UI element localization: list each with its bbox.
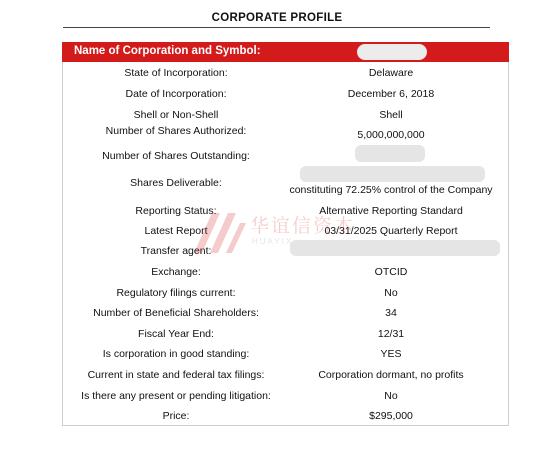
row-value-exchange: OTCID — [374, 266, 408, 278]
watermark-text-cn: 华谊信资本 — [250, 215, 356, 237]
title-divider — [63, 27, 490, 28]
row-value-litigation: No — [384, 390, 398, 402]
row-value-price: $295,000 — [369, 410, 413, 422]
row-value-authorized: 5,000,000,000 — [357, 129, 425, 141]
row-label-standing: Is corporation in good standing: — [102, 348, 250, 360]
row-label-deliverable: Shares Deliverable: — [130, 177, 222, 189]
row-label-authorized: Number of Shares Authorized: — [105, 125, 247, 137]
row-value-deliverable: constituting 72.25% control of the Company — [289, 184, 493, 196]
row-value-standing: YES — [380, 348, 402, 360]
row-value-tax: Corporation dormant, no profits — [318, 369, 464, 381]
row-label-litigation: Is there any present or pending litigation: — [81, 390, 271, 402]
row-label-shell: Shell or Non-Shell — [133, 109, 219, 121]
row-label-tax: Current in state and federal tax filings: — [87, 369, 265, 381]
row-value-latest-report: 03/31/2025 Quarterly Report — [324, 225, 458, 237]
redacted-symbol — [357, 44, 427, 60]
row-label-exchange: Exchange: — [151, 266, 201, 278]
row-label-latest-report: Latest Report — [144, 225, 208, 237]
redacted-transfer-agent — [290, 240, 500, 256]
row-value-state: Delaware — [368, 67, 414, 79]
redacted-deliverable — [300, 166, 485, 182]
row-label-date: Date of Incorporation: — [125, 88, 227, 100]
row-label-reporting: Reporting Status: — [135, 205, 217, 217]
row-value-filings: No — [384, 287, 398, 299]
row-label-filings: Regulatory filings current: — [116, 287, 236, 299]
row-label-outstanding: Number of Shares Outstanding: — [102, 150, 250, 162]
row-value-shell: Shell — [379, 109, 403, 121]
page-title: CORPORATE PROFILE — [211, 12, 343, 24]
row-value-date: December 6, 2018 — [347, 88, 435, 100]
row-label-state: State of Incorporation: — [124, 67, 228, 79]
row-label-transfer-agent: Transfer agent: — [140, 245, 212, 257]
row-label-price: Price: — [162, 410, 190, 422]
profile-header — [62, 42, 509, 62]
row-value-fiscal-year: 12/31 — [377, 328, 405, 340]
row-value-reporting: Alternative Reporting Standard — [319, 205, 463, 217]
row-label-shareholders: Number of Beneficial Shareholders: — [93, 307, 259, 319]
redacted-outstanding — [355, 145, 425, 162]
row-value-shareholders: 34 — [385, 307, 397, 319]
watermark-text-en: HUAYIX — [252, 237, 294, 246]
header-label: Name of Corporation and Symbol: — [74, 45, 261, 57]
row-label-fiscal-year: Fiscal Year End: — [138, 328, 214, 340]
